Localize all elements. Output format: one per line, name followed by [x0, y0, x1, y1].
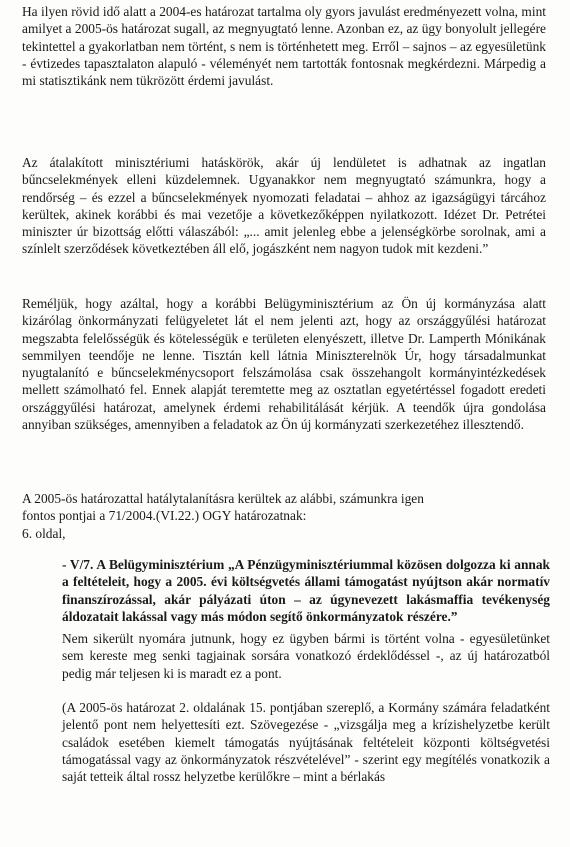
paragraph-1: Ha ilyen rövid idő alatt a 2004-es határozat tartalma oly gyors javulást eredményezett volna, mint amilyet a 2005-ös határozat sugall, az megnyugtató lenne. Azonban ez, az ügy bonyolult jellegére tekintettel a gyakorlatban nem történt, s nem is történhetett meg. Erről – sajnos – az egyesületünk - évtizedes tapasztalaton alapuló - véleményét nem tartották fontosnak megkérdezni. Márpedig a mi statisztikánk nem tükrözött érdemi javulást.	[22, 4, 546, 89]
paragraph-2: Az átalakított minisztériumi hatáskörök, akár új lendületet is adhatnak az ingatlan bűncselekmények elleni küzdelemnek. Ugyanakkor nem megnyugtató számunkra, hogy a rendőrség – és ezzel a bűncselekmények nyomozati feladatai – ahhoz az igazságügyi tárcához kerültek, akinek korábbi és mai vezetője a következőképpen nyilatkozott. Idézet Dr. Petrétei miniszter úr bizottság előtti válaszából: „... amit jelenleg ebbe a jelenségkörbe sorolnak, ami a színlelt szerződések következtében áll elő, jogászként nem nagyon tudok mit kezdeni.”	[22, 155, 546, 257]
paragraph-3: Reméljük, hogy azáltal, hogy a korábbi Belügyminisztérium az Ön új kormányzása alatt kizárólag önkormányzati felügyeletet lát el nem jelenti azt, hogy az országgyűlési határozat megszabta felelősségük és kötelességük e területen elenyészett, illetve Dr. Lamperth Mónikának semmilyen teendője ne lenne. Tisztán kell látnia Miniszterelnök Úr, hogy társadalmunkat nyugtalanító e bűncselekménycsoport felszámolása csak összehangolt kormányintézkedések mellett számolható fel. Ennek alapját teremtette meg az osztatlan egyetértéssel fogadott eredeti országgyűlési határozat, amelynek érdemi rehabilitálását kérjük. A teendők újra gondolása annyiban szükséges, amennyiben a feladatok az Ön új kormányzati szerkezetéhez illesztendő.	[22, 296, 546, 433]
comment-paragraph: Nem sikerült nyomára jutnunk, hogy ez ügyben bármi is történt volna - egyesületünket sem kereste meg senki tagjainak sorsára vonatkozó érdeklődéssel -, az új határozatból pedig már teljesen ki is maradt ez a pont.	[62, 631, 550, 681]
paragraph-4	[22, 490, 542, 542]
paragraph-4-line-2: fontos pontjai a 71/2004.(VI.22.) OGY határozatnak:	[22, 508, 307, 524]
paragraph-4-line-3: 6. oldal,	[22, 525, 66, 541]
paragraph-4-line-1: A 2005-ös határozattal hatálytalanításra kerültek az alábbi, számunkra igen	[22, 491, 424, 506]
note-paragraph: (A 2005-ös határozat 2. oldalának 15. pontjában szereplő, a Kormány számára feladatként jelentő pont nem helyettesíti ezt. Szövegezése - „vizsgálja meg a krízishelyzetbe került családok esetében kiemelt támogatás nyújtásának feltételeit központi költségvetési támogatással vagy az önkormányzatok részvételével” - szerint egy megítélés vonatkozik a saját tetteik által rossz helyzetbe kerülőkre – mint a bérlakás	[62, 700, 550, 785]
quoted-resolution-point: - V/7. A Belügyminisztérium „A Pénzügyminisztériummal közösen dolgozza ki annak a feltételeit, hogy a 2005. évi költségvetés állami támogatást nyújtson akár normatív finanszírozással, akár pályázati úton – az úgynevezett lakásmaffia tevékenység áldozatait lakással vagy más módon segítő önkormányzatok részére.”	[62, 557, 550, 624]
